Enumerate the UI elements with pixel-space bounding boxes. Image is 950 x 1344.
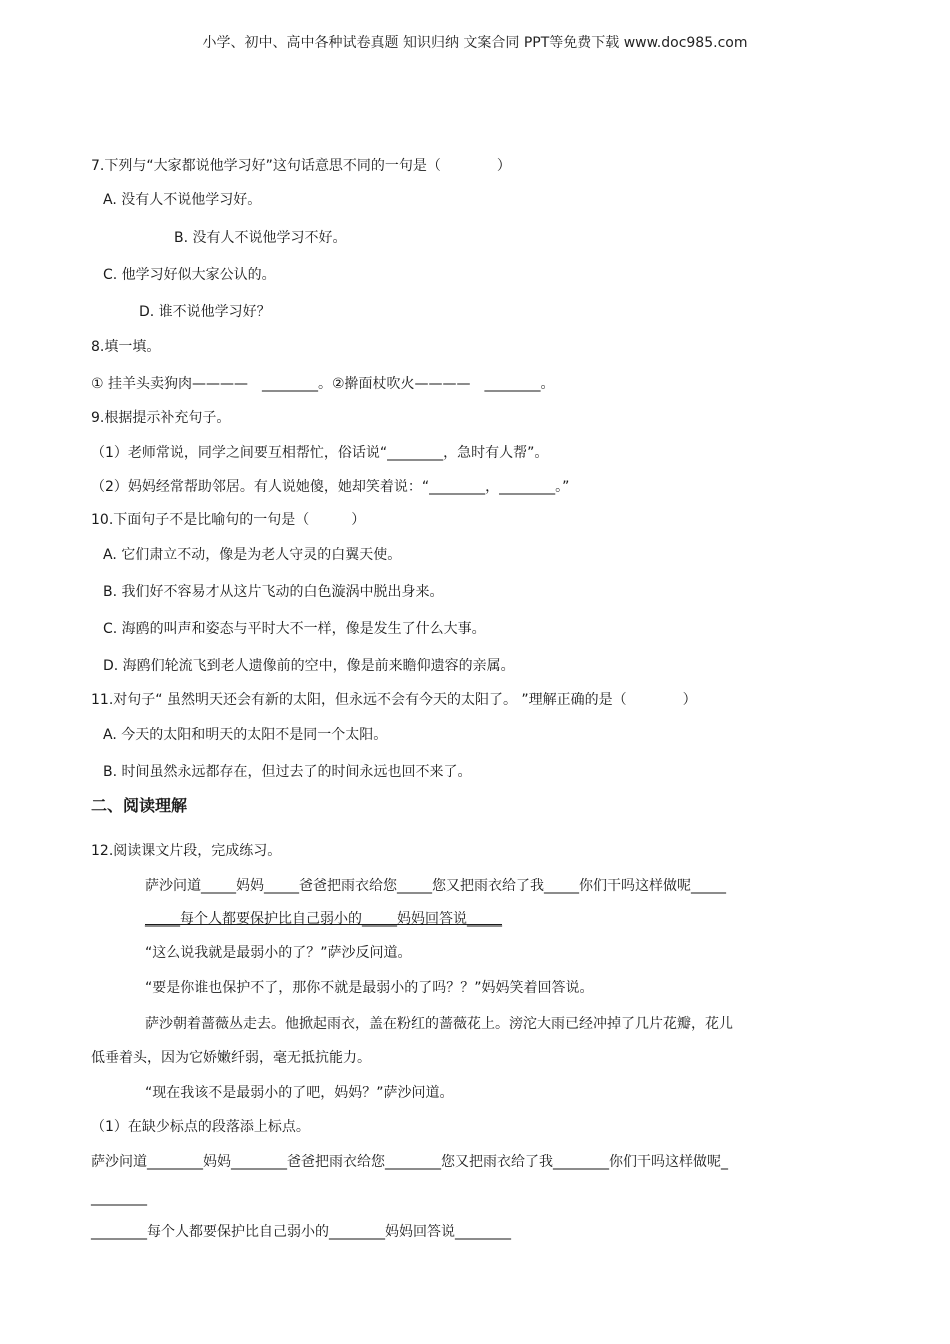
q8-fill-line: ① 挂羊头卖狗肉———— ________。②擀面杖吹火———— ________。 [91,376,555,392]
q11-stem: 11.对句子“ 虽然明天还会有新的太阳，但永远不会有今天的太阳了。 ”理解正确的是（ ） [91,692,697,708]
passage-line-4: “要是你谁也保护不了，那你不就是最弱小的了吗？？”妈妈笑着回答说。 [145,980,594,996]
q10-option-a: A. 它们肃立不动，像是为老人守灵的白翼天使。 [103,547,402,563]
q7-option-a: A. 没有人不说他学习好。 [103,192,262,208]
q7-stem: 7.下列与“大家都说他学习好”这句话意思不同的一句是（ ） [91,158,511,174]
q9-item-1: （1）老师常说，同学之间要互相帮忙，俗话说“________，急时有人帮”。 [91,445,549,461]
q10-option-b: B. 我们好不容易才从这片飞动的白色漩涡中脱出身来。 [103,584,444,600]
q7-option-c: C. 他学习好似大家公认的。 [103,267,276,283]
q11-option-a: A. 今天的太阳和明天的太阳不是同一个太阳。 [103,727,388,743]
q8-stem: 8.填一填。 [91,339,161,355]
passage-line-6: 低垂着头，因为它娇嫩纤弱，毫无抵抗能力。 [91,1050,371,1066]
q7-option-d: D. 谁不说他学习好？ [139,304,271,320]
q12-sub1-line-3: ________每个人都要保护比自己弱小的________妈妈回答说________ [91,1224,511,1240]
passage-line-7: “现在我该不是最弱小的了吧，妈妈？”萨沙问道。 [145,1085,454,1101]
q12-stem: 12.阅读课文片段，完成练习。 [91,843,282,859]
q12-sub1-line-2: ________ [91,1190,147,1206]
q11-option-b: B. 时间虽然永远都存在，但过去了的时间永远也回不来了。 [103,764,472,780]
passage-line-2: _____每个人都要保护比自己弱小的_____妈妈回答说_____ [145,911,502,927]
q12-sub1-stem: （1）在缺少标点的段落添上标点。 [91,1119,310,1135]
passage-line-3: “这么说我就是最弱小的了？”萨沙反问道。 [145,945,412,961]
q12-sub1-line-1: 萨沙问道________妈妈________爸爸把雨衣给您________您又把雨衣给了我________你们干吗这样做呢_ [91,1154,728,1170]
passage-line-5: 萨沙朝着蔷薇丛走去。他掀起雨衣，盖在粉红的蔷薇花上。滂沱大雨已经冲掉了几片花瓣，花儿 [145,1016,733,1032]
q7-option-b: B. 没有人不说他学习不好。 [174,230,347,246]
q10-option-d: D. 海鸥们轮流飞到老人遗像前的空中，像是前来瞻仰遗容的亲属。 [103,658,515,674]
q9-stem: 9.根据提示补充句子。 [91,410,231,426]
q10-option-c: C. 海鸥的叫声和姿态与平时大不一样，像是发生了什么大事。 [103,621,486,637]
section-title: 二、阅读理解 [91,796,188,815]
page-header: 小学、初中、高中各种试卷真题 知识归纳 文案合同 PPT等免费下载 www.doc985.com [202,35,748,51]
q10-stem: 10.下面句子不是比喻句的一句是（ ） [91,512,366,528]
q9-item-2: （2）妈妈经常帮助邻居。有人说她傻，她却笑着说：“________，________。” [91,479,570,495]
passage-line-1: 萨沙问道_____妈妈_____爸爸把雨衣给您_____您又把雨衣给了我_____你们干吗这样做呢_____ [145,878,726,894]
